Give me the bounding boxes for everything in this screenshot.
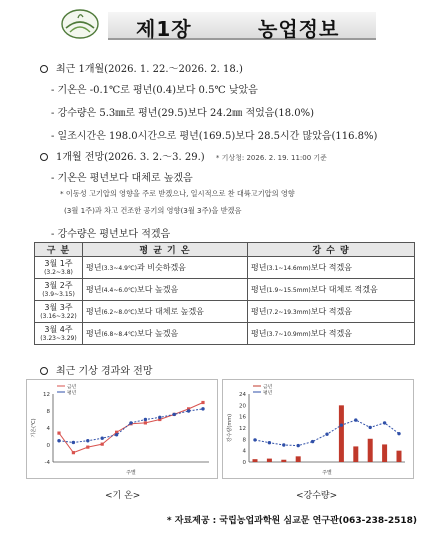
x-axis-label: 주별 bbox=[126, 470, 136, 476]
data-point bbox=[115, 433, 118, 436]
charts-heading: 최근 기상 경과와 전망 bbox=[40, 362, 152, 377]
data-point bbox=[383, 421, 386, 424]
precip-bar bbox=[368, 439, 373, 462]
precipitation-chart bbox=[223, 380, 413, 478]
data-source: * 자료제공 : 국립농업과학원 심교문 연구관(063-238-2518) bbox=[166, 516, 417, 526]
agency-logo-icon bbox=[60, 8, 100, 40]
y-tick-label: 0 bbox=[46, 443, 50, 449]
data-point bbox=[101, 443, 104, 446]
y-tick-label: 4 bbox=[46, 426, 50, 432]
table-row: 3월 1주 (3.2~3.8) 평년(3.3~4.9℃)과 비슷하겠음 평년(3.1~14.6mm)보다 적겠음 bbox=[35, 257, 415, 279]
precipitation-chart-panel bbox=[222, 379, 414, 479]
y-tick-label: 24 bbox=[239, 392, 246, 398]
data-point bbox=[57, 439, 60, 442]
temperature-caption: <기 온> bbox=[105, 491, 141, 501]
recent-heading: 최근 1개월(2026. 1. 22.～2026. 2. 18.) bbox=[40, 60, 243, 75]
precip-bar bbox=[267, 459, 272, 462]
chapter-number: 제1장 bbox=[136, 17, 192, 41]
data-point bbox=[201, 407, 204, 410]
data-point bbox=[397, 432, 400, 435]
data-point bbox=[340, 423, 343, 426]
table-row: 3월 2주 (3.9~3.15) 평년(4.4~6.0℃)보다 높겠음 평년(1.9~15.5mm)보다 대체로 적겠음 bbox=[35, 279, 415, 301]
data-point bbox=[158, 416, 161, 419]
temperature-chart-panel bbox=[26, 379, 218, 479]
chapter-title bbox=[108, 12, 376, 40]
table-row: 3월 4주 (3.23~3.29) 평년(6.8~8.4℃)보다 높겠음 평년(3.7~10.9mm)보다 적겠음 bbox=[35, 323, 415, 345]
data-point bbox=[311, 440, 314, 443]
data-point bbox=[129, 421, 132, 424]
y-tick-label: 12 bbox=[239, 426, 246, 432]
y-axis-label: 기온(℃) bbox=[31, 418, 37, 438]
data-point bbox=[86, 439, 89, 442]
table-header-row bbox=[35, 243, 415, 257]
col-temperature: 평 균 기 온 bbox=[83, 243, 248, 257]
x-axis-label: 주별 bbox=[322, 470, 332, 476]
data-point bbox=[144, 421, 147, 424]
data-point bbox=[173, 413, 176, 416]
data-point bbox=[201, 401, 204, 404]
y-tick-label: 16 bbox=[239, 414, 246, 421]
precipitation-caption: <강수량> bbox=[296, 491, 338, 501]
outlook-precip-summary: - 강수량은 평년보다 적겠음 bbox=[51, 229, 171, 240]
data-point bbox=[144, 418, 147, 421]
data-point bbox=[57, 432, 60, 435]
data-point bbox=[187, 409, 190, 412]
legend-label: 평년 bbox=[67, 391, 77, 396]
outlook-note-1: * 이동성 고기압의 영향을 주로 받겠으나, 일시적으로 찬 대륙고기압의 영향 bbox=[60, 189, 295, 198]
data-point bbox=[268, 441, 271, 444]
precip-bar bbox=[296, 456, 301, 462]
outlook-note-2: (3월 1주)과 차고 건조한 공기의 영향(3월 3주)을 받겠음 bbox=[64, 206, 242, 215]
data-point bbox=[369, 426, 372, 429]
precip-bar bbox=[353, 446, 358, 462]
outlook-base-date: * 기상청: 2026. 2. 19. 11:00 기준 bbox=[215, 154, 327, 162]
temperature-chart bbox=[27, 380, 217, 478]
forecast-table bbox=[34, 242, 415, 345]
outlook-heading: 1개월 전망(2026. 3. 2.～3. 29.) * 기상청: 2026. 2. 19. 11:00 기준 bbox=[40, 148, 327, 163]
legend-label: 평년 bbox=[263, 391, 273, 396]
circle-bullet-icon bbox=[40, 65, 48, 73]
y-tick-label: 0 bbox=[242, 460, 246, 466]
recent-precip: - 강수량은 5.3㎜로 평년(29.5)보다 24.2㎜ 적었음(18.0%) bbox=[51, 108, 314, 119]
precip-bar bbox=[382, 444, 387, 462]
table-row: 3월 3주 (3.16~3.22) 평년(6.2~8.0℃)보다 대체로 높겠음 평년(7.2~19.3mm)보다 적겠음 bbox=[35, 301, 415, 323]
recent-temp: - 기온은 -0.1℃로 평년(0.4)보다 0.5℃ 낮았음 bbox=[51, 85, 258, 96]
y-tick-label: 8 bbox=[242, 437, 246, 444]
series-line-current bbox=[59, 403, 203, 453]
y-tick-label: 8 bbox=[46, 409, 50, 415]
col-precipitation: 강 수 량 bbox=[248, 243, 415, 257]
data-point bbox=[354, 418, 357, 421]
legend-label: 금년 bbox=[67, 385, 77, 390]
data-point bbox=[72, 441, 75, 444]
precip-bar bbox=[339, 405, 344, 462]
precip-bar bbox=[253, 459, 258, 462]
data-point bbox=[282, 443, 285, 446]
data-point bbox=[297, 444, 300, 447]
precip-bar bbox=[281, 460, 286, 462]
page-header bbox=[60, 8, 380, 42]
circle-bullet-icon bbox=[40, 153, 48, 161]
recent-sunshine: - 일조시간은 198.0시간으로 평년(169.5)보다 28.5시간 많았음(116.8%) bbox=[51, 131, 378, 142]
series-line-normal bbox=[59, 409, 203, 443]
data-point bbox=[86, 446, 89, 449]
legend-label: 금년 bbox=[263, 385, 273, 390]
data-point bbox=[325, 433, 328, 436]
y-tick-label: 4 bbox=[242, 448, 246, 455]
data-point bbox=[253, 438, 256, 441]
outlook-temp-summary: - 기온은 평년보다 대체로 높겠음 bbox=[51, 173, 193, 184]
y-axis-label: 강수량(mm) bbox=[227, 413, 233, 443]
chapter-name: 농업정보 bbox=[258, 17, 340, 41]
precip-bar bbox=[397, 451, 402, 462]
y-tick-label: -4 bbox=[44, 460, 50, 466]
col-period: 구 분 bbox=[35, 243, 83, 257]
y-tick-label: 20 bbox=[239, 403, 246, 410]
circle-bullet-icon bbox=[40, 367, 48, 375]
y-tick-label: 12 bbox=[43, 392, 50, 398]
data-point bbox=[72, 451, 75, 454]
data-point bbox=[101, 437, 104, 440]
